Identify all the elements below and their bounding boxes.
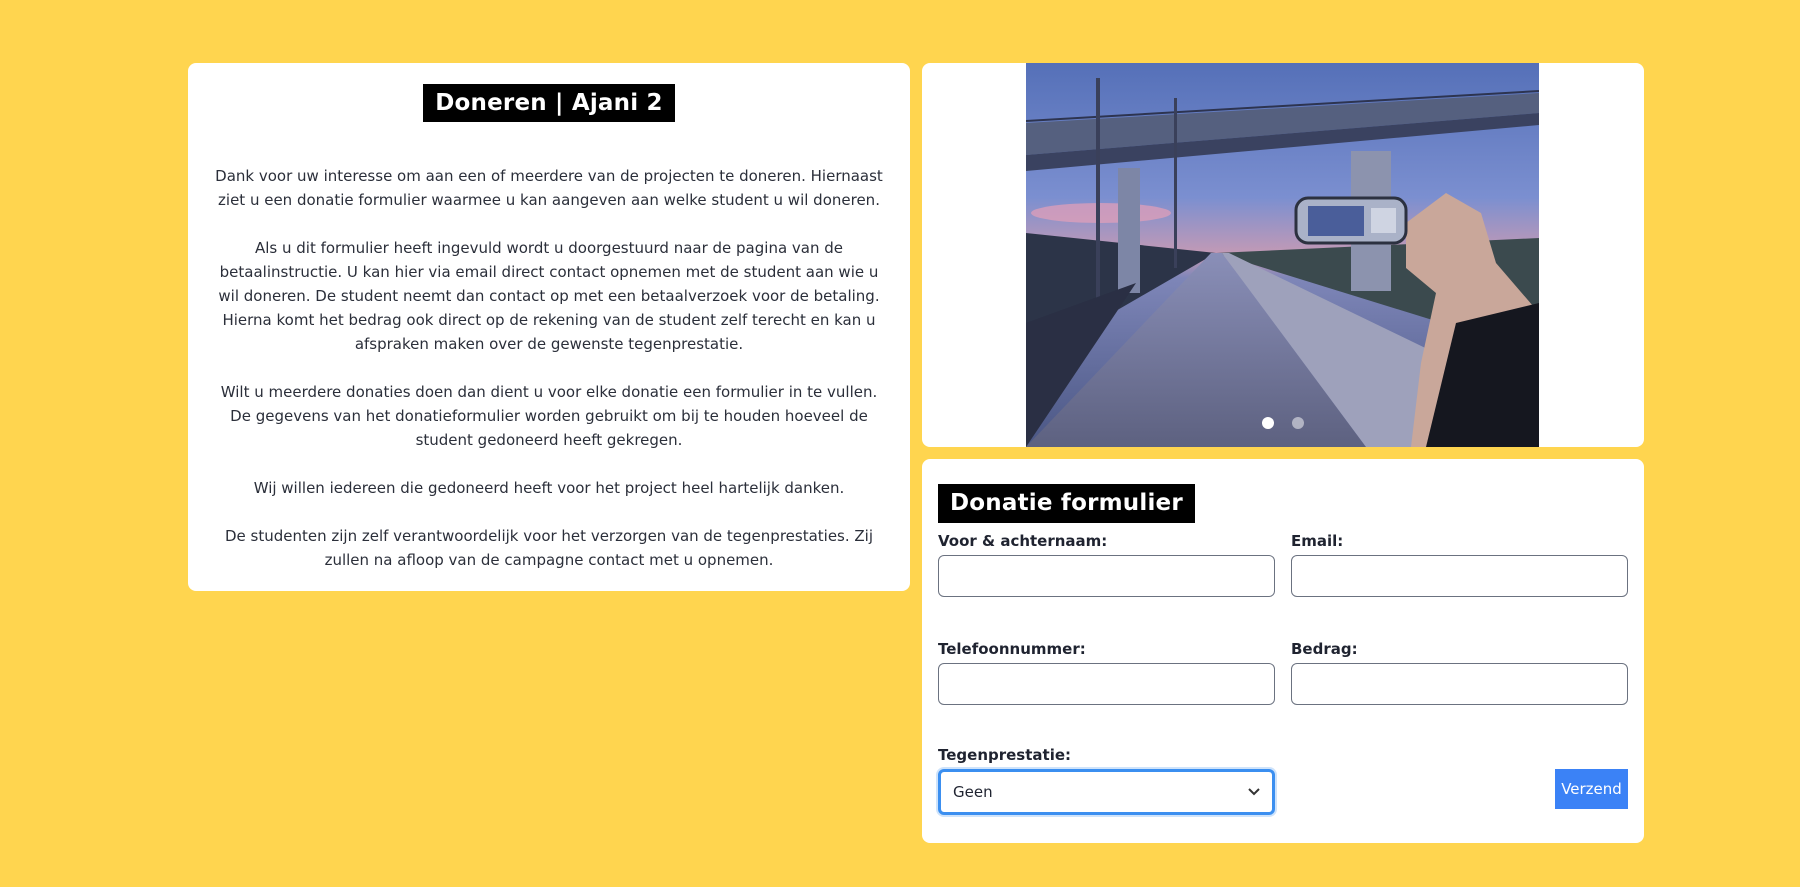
carousel-indicator-1[interactable] [1262, 417, 1274, 429]
email-field [1291, 531, 1628, 597]
phone-label: Telefoonnummer: [938, 640, 1086, 658]
reward-select-wrapper [938, 769, 1275, 815]
phone-input[interactable] [938, 663, 1275, 705]
page-title: Doneren | Ajani 2 [423, 84, 674, 122]
form-title: Donatie formulier [938, 484, 1195, 523]
intro-paragraph-1: Dank voor uw interesse om aan een of meerdere van de projecten te doneren. Hiernaast ziet u een donatie formulier waarmee u kan aangeven aan welke student u wil doneren. [215, 167, 883, 209]
bridge-photo [1026, 63, 1539, 447]
carousel [922, 63, 1644, 447]
submit-button[interactable]: Verzend [1555, 769, 1628, 809]
intro-paragraph-4: Wij willen iedereen die gedoneerd heeft voor het project heel hartelijk danken. [253, 479, 845, 497]
phone-field [938, 639, 1275, 705]
amount-field [1291, 639, 1628, 705]
reward-label: Tegenprestatie: [938, 746, 1072, 764]
donation-form [922, 459, 1644, 843]
reward-select[interactable] [938, 769, 1275, 815]
amount-label: Bedrag: [1291, 640, 1358, 658]
email-label: Email: [1291, 532, 1344, 550]
intro-paragraph-2: Als u dit formulier heeft ingevuld wordt u doorgestuurd naar de pagina van de betaalinstructie. U kan hier via email direct contact opnemen met de student aan wie u wil doneren. De student neemt dan contact op met een betaalverzoek voor de betaling. Hierna komt het bedrag ook direct op de rekening van de student zelf terecht en kan u afspraken maken over de gewenste tegenprestatie. [218, 239, 880, 353]
carousel-indicators [922, 414, 1644, 433]
email-input[interactable] [1291, 555, 1628, 597]
reward-field [938, 745, 1275, 815]
name-field [938, 531, 1275, 597]
carousel-slide-image [1026, 63, 1539, 447]
amount-input[interactable] [1291, 663, 1628, 705]
intro-text [214, 164, 884, 572]
name-input[interactable] [938, 555, 1275, 597]
carousel-indicator-2[interactable] [1292, 417, 1304, 429]
info-card [188, 63, 910, 591]
intro-paragraph-3: Wilt u meerdere donaties doen dan dient u voor elke donatie een formulier in te vullen. De gegevens van het donatieformulier worden gebruikt om bij te houden hoeveel de student gedoneerd heeft gekregen. [220, 383, 878, 449]
name-label: Voor & achternaam: [938, 532, 1108, 550]
intro-paragraph-5: De studenten zijn zelf verantwoordelijk voor het verzorgen van de tegenprestaties. Zij zullen na afloop van de campagne contact met u opnemen. [224, 527, 874, 569]
